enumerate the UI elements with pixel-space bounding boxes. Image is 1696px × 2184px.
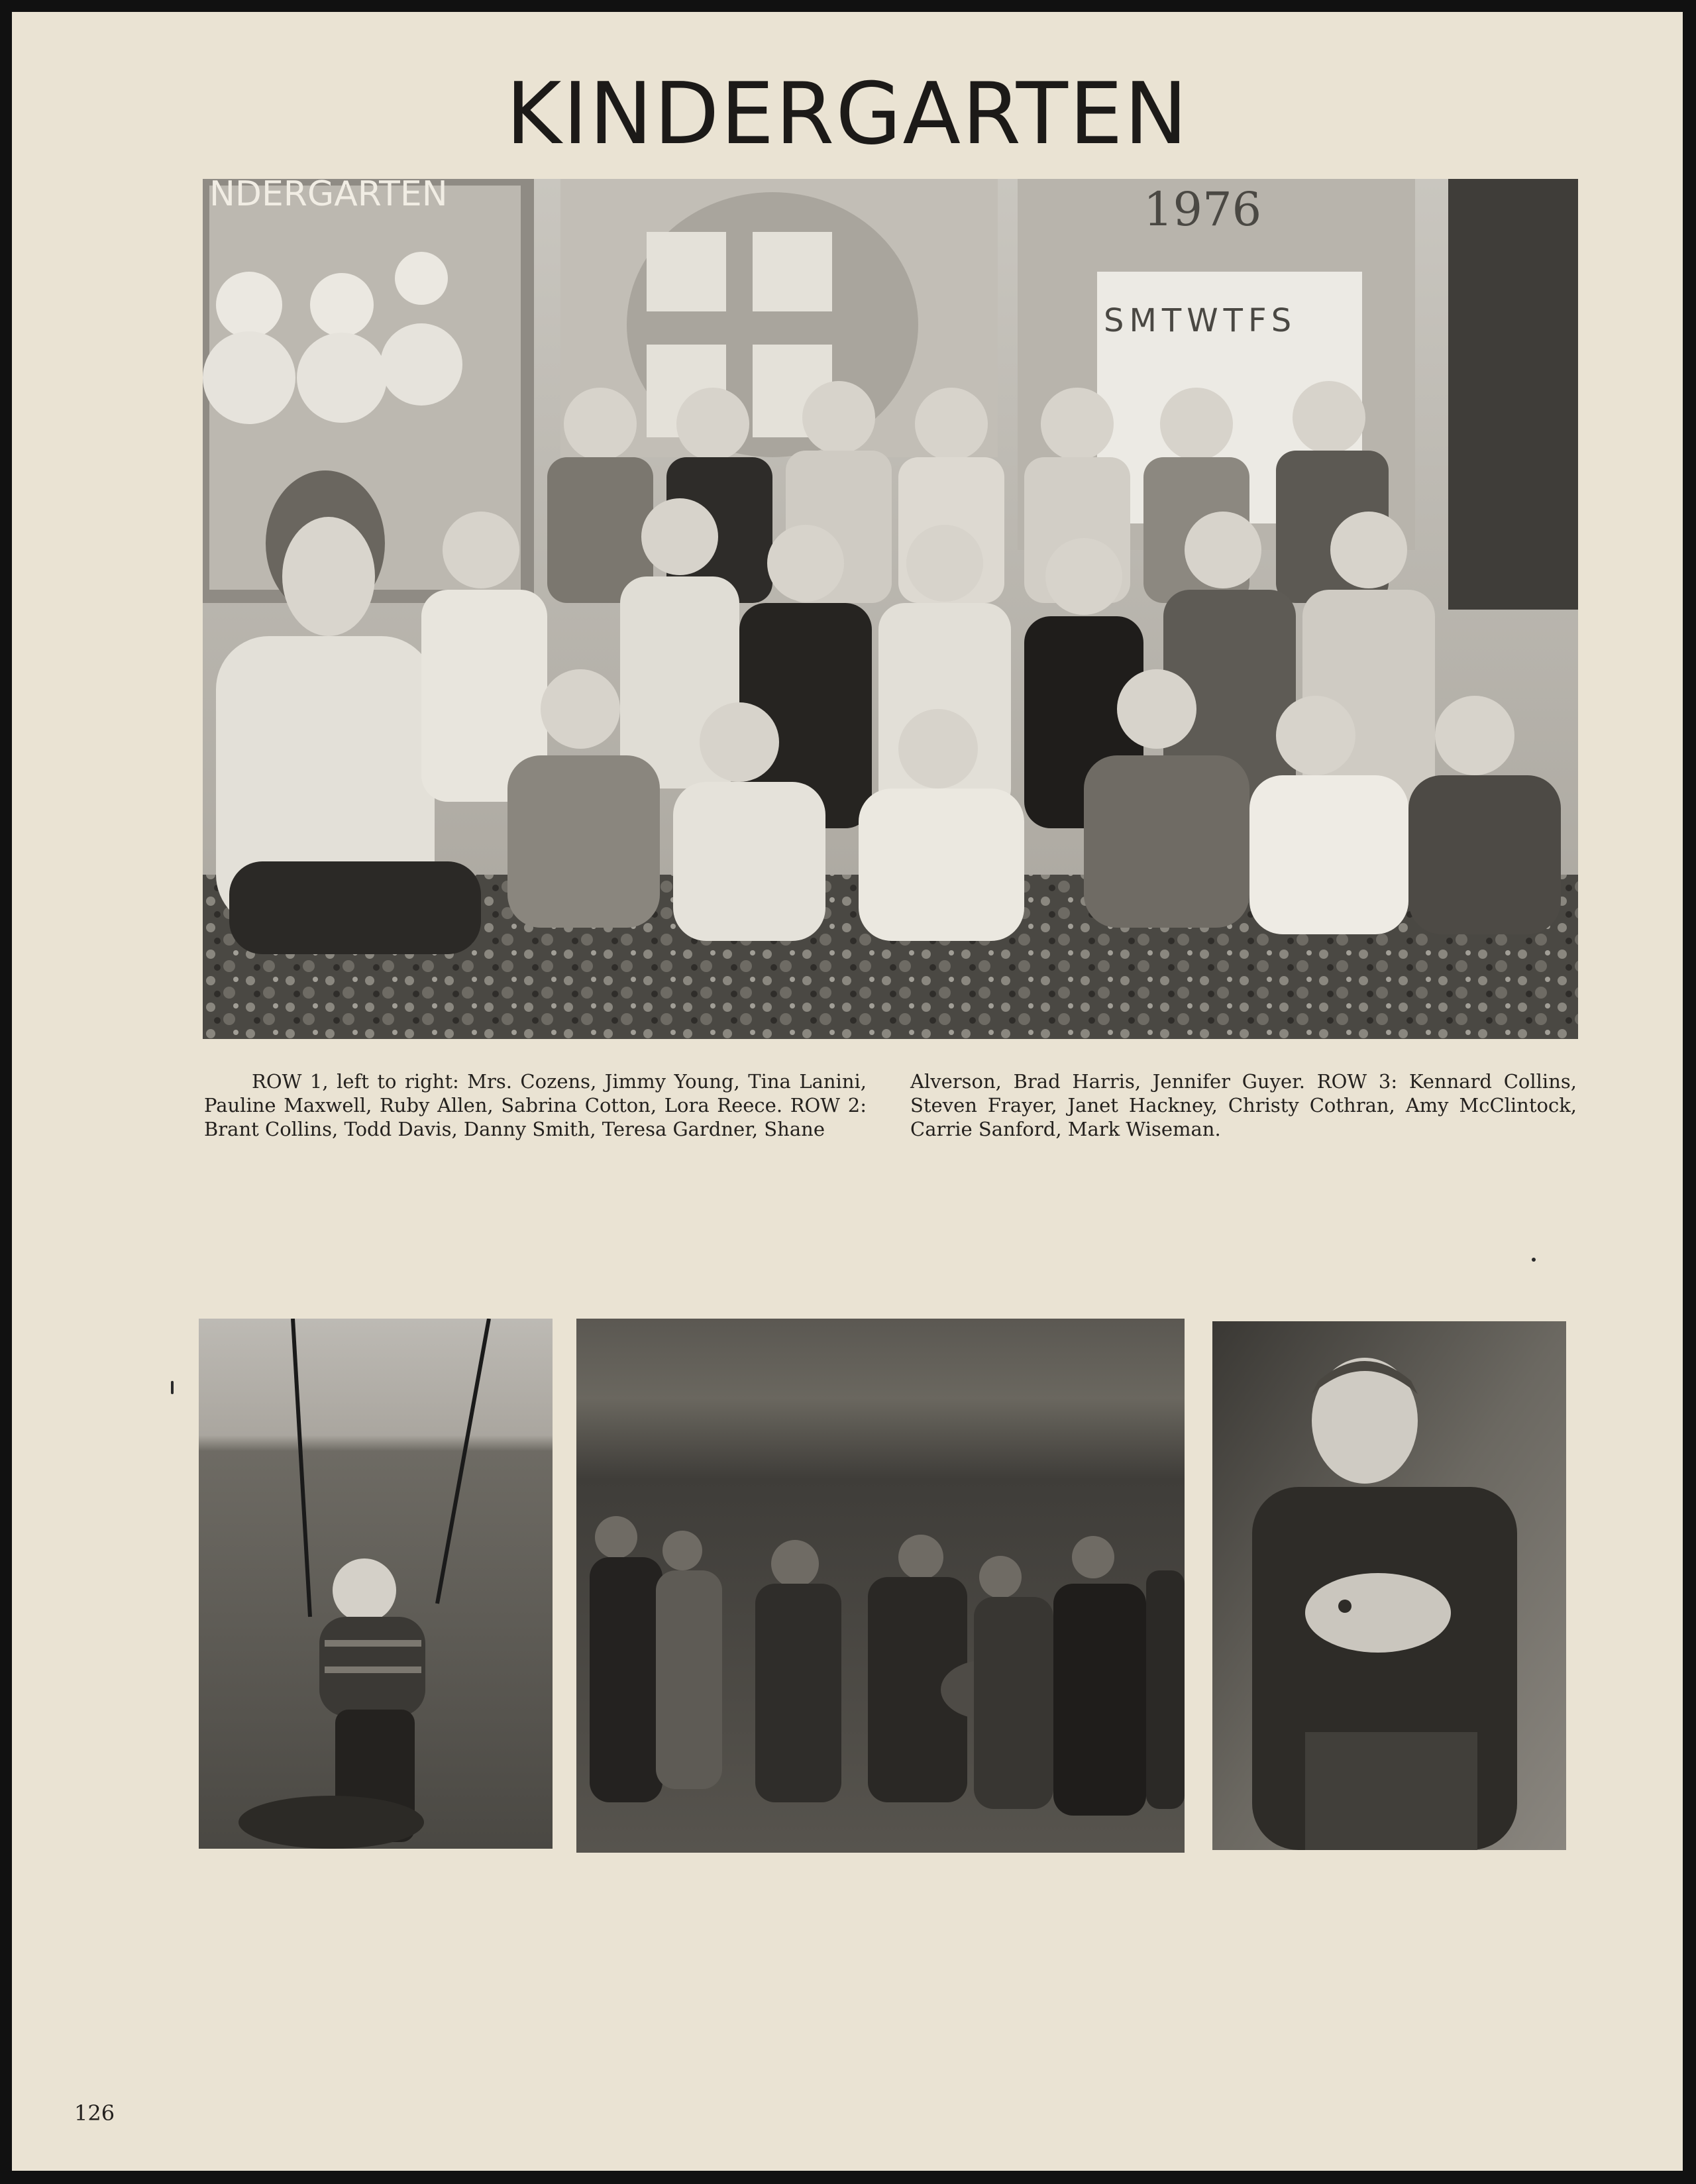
children-playing-photo — [576, 1319, 1185, 1853]
caption-left-column: ROW 1, left to right: Mrs. Cozens, Jimmy Young, Tina Lanini, Pauline Maxwell, Ruby Allen, Sabrina Cotton, Lora Reece. ROW 2: Brant Collins, Todd Davis, Danny Smith, Teresa Gardner, Shane — [204, 1070, 867, 1140]
class-group-photo — [203, 179, 1578, 1039]
yearbook-page — [12, 12, 1683, 2171]
year-sign: 1976 — [1143, 182, 1262, 237]
page-title: KINDERGARTEN — [505, 65, 1189, 164]
swing-photo — [199, 1319, 553, 1849]
caption-right-column: Alverson, Brad Harris, Jennifer Guyer. ROW 3: Kennard Collins, Steven Frayer, Janet Hackney, Christy Cothran, Amy McClintock, Carrie Sanford, Mark Wiseman. — [910, 1070, 1577, 1140]
page-number: 126 — [74, 2101, 115, 2126]
print-speck — [1532, 1258, 1536, 1262]
print-speck — [171, 1381, 174, 1394]
calendar-header: SMTWTFS — [1104, 302, 1297, 339]
boy-portrait-photo — [1212, 1321, 1566, 1850]
banner-text: NDERGARTEN — [209, 179, 448, 214]
